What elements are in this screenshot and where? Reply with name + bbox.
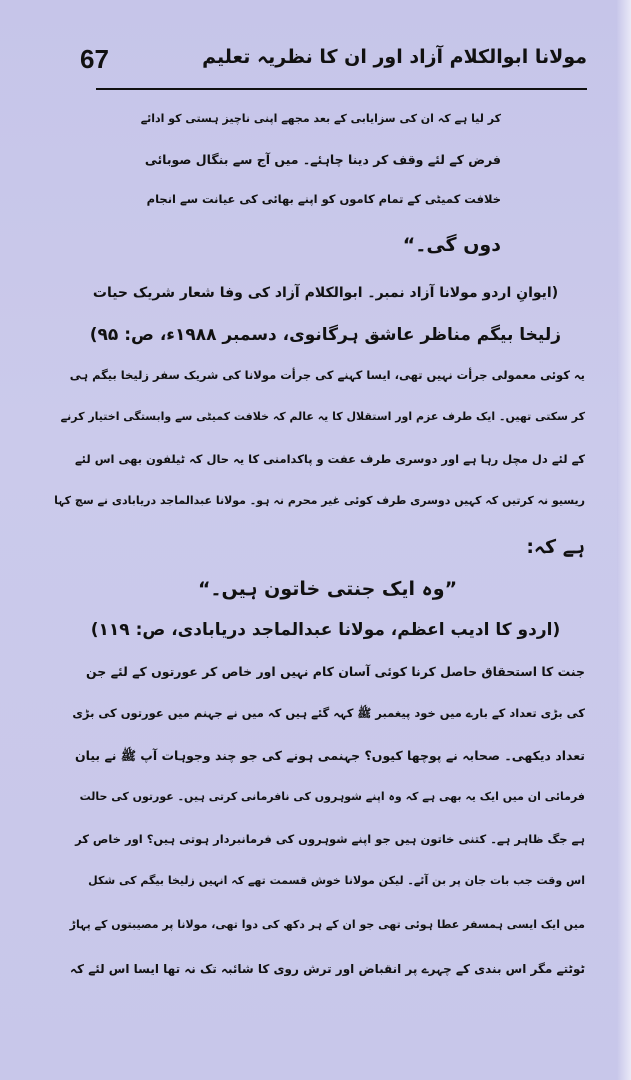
text-line: کے لئے دل مچل رہا ہے اور دوسری طرف عفت و پاکدامنی کا یہ حال کہ ٹیلفون بھی اس لئے [74,452,585,466]
text-line: کی بڑی تعداد کے بارے میں خود پیغمبر ﷺ کہہ گئے ہیں کہ میں نے جہنم میں عورتوں کی بڑی [72,706,585,720]
text-line: میں ایک ایسی ہمسفر عطا ہوئی تھی جو ان کے ہر دکھ کی دوا تھی، مولانا پر مصیبتوں کے پہاڑ [69,918,585,931]
text-line: ہے کہ: [526,536,585,558]
text-line: جنت کا استحقاق حاصل کرنا کوئی آسان کام نہیں اور خاص کر عورتوں کے لئے جن [86,664,585,679]
text-line: یہ کوئی معمولی جرأت نہیں تھی، ایسا کہنے کی جرأت مولانا کی شریک سفر زلیخا بیگم ہی [69,368,585,382]
running-title: مولانا ابوالکلام آزاد اور ان کا نظریہ تعلیم [202,46,587,68]
text-line: کر سکتی تھیں۔ ایک طرف عزم اور استقلال کا یہ عالم کہ خلافت کمیٹی سے وابستگی اختیار کرنے [60,410,585,423]
text-line: دوں گی۔“ [402,234,501,256]
text-line: تعداد دیکھی۔ صحابہ نے پوچھا کیوں؟ جہنمی ہونے کی جو چند وجوہات آپ ﷺ نے بیان [74,748,585,763]
text-line: کر لیا ہے کہ ان کی سزایابی کے بعد مجھے اپنی ناچیز ہستی کو ادائے [140,112,501,125]
text-line: اس وقت جب بات جان پر بن آئے۔ لیکن مولانا خوش قسمت تھے کہ انہیں زلیخا بیگم کی شکل [88,874,585,887]
text-line: خلافت کمیٹی کے تمام کاموں کو اپنے بھائی کی عیانت سے انجام [146,192,501,206]
text-line: ریسیو نہ کرتیں کہ کہیں دوسری طرف کوئی غیر محرم نہ ہو۔ مولانا عبدالماجد دریابادی نے سچ کہا [54,494,585,507]
page-edge [617,0,631,1080]
text-line: فرض کے لئے وقف کر دینا چاہئے۔ میں آج سے بنگال صوبائی [144,152,501,167]
text-line: ہے جگ ظاہر ہے۔ کتنی خاتون ہیں جو اپنے شوہروں کی فرمانبردار ہوتی ہیں؟ اور خاص کر [75,832,585,846]
citation-line: (اردو کا ادیب اعظم، مولانا عبدالماجد دریابادی، ص: ۱۱۹) [90,620,561,640]
quote-line: ”وہ ایک جنتی خاتون ہیں۔“ [197,578,458,600]
text-line: فرمائی ان میں ایک یہ بھی ہے کہ وہ اپنے شوہروں کی نافرمانی کرتی ہیں۔ عورتوں کی حالت [79,790,585,803]
citation-line: زلیخا بیگم مناظر عاشق ہرگانوی، دسمبر ۱۹۸۸ء، ص: ۹۵) [89,325,561,345]
header-rule [96,88,587,90]
citation-line: (ایوانِ اردو مولانا آزاد نمبر۔ ابوالکلام آزاد کی وفا شعار شریک حیات [92,285,559,301]
page-number: 67 [80,44,109,74]
text-line: ٹوٹتے مگر اس بندی کے چہرے پر انقباض اور ترش روی کا شائبہ تک نہ تھا ایسا اس لئے کہ [70,962,585,976]
page-header [80,40,587,80]
